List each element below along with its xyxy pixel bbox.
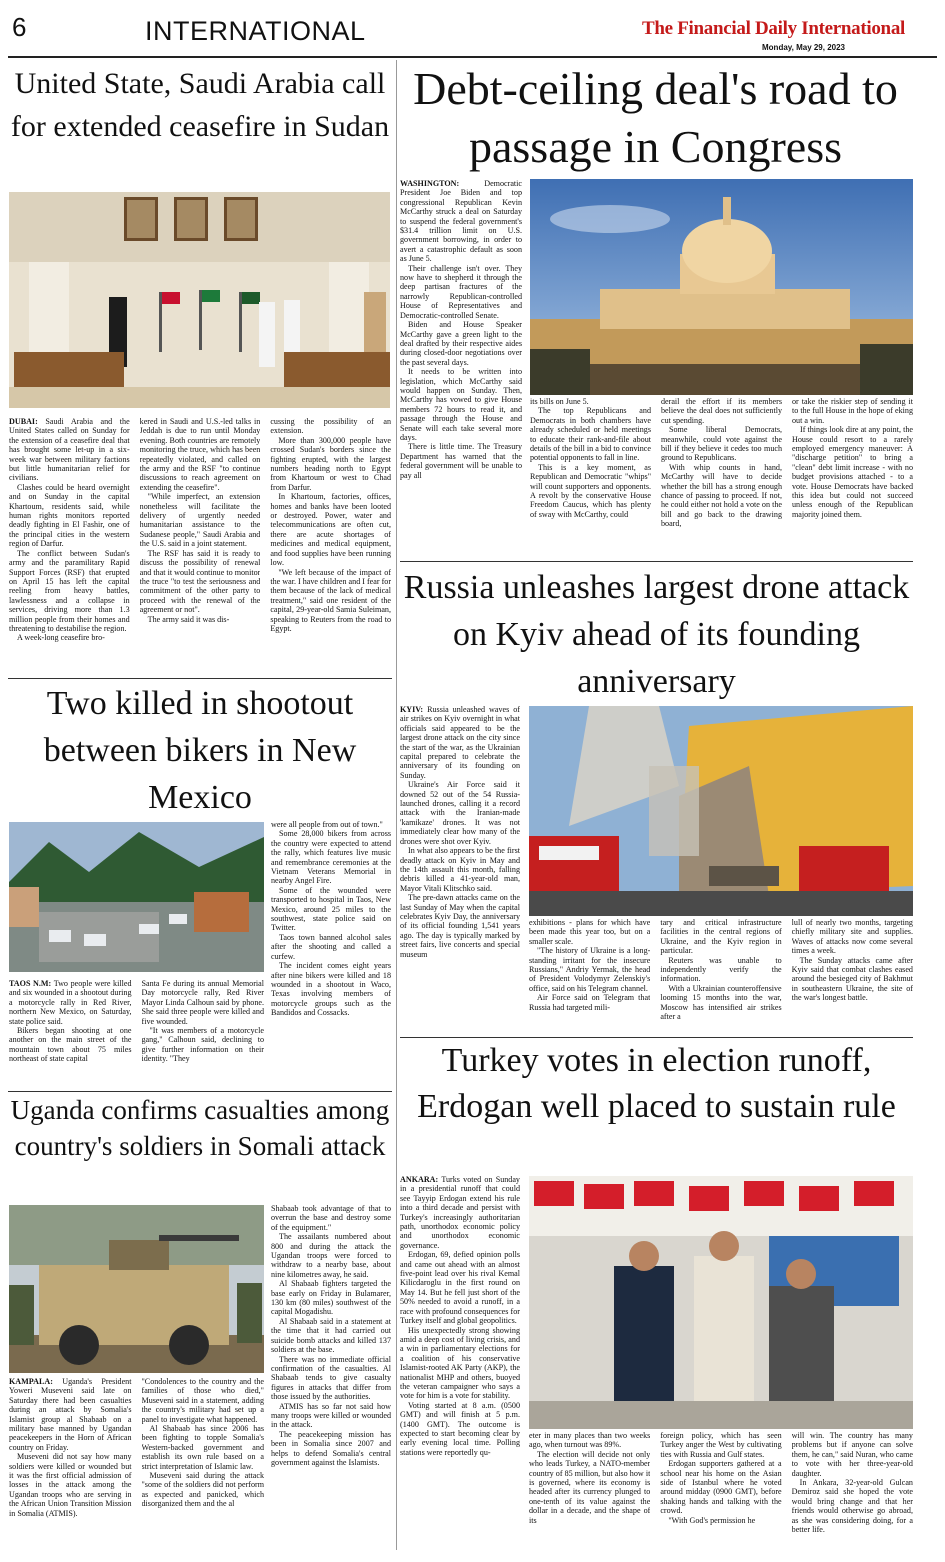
sudan-body [9,417,391,677]
uganda-para: Uganda's President Yoweri Museveni said late on Saturday there had been casualties during an attack by Somalia's Islamist group al Shabaab on a military base manned by Ugandan peacekeepers in the Horn of African country on Friday. [9,1377,132,1452]
debt-body-right [530,397,913,559]
uganda-para: Al Shabaab has since 2006 has been fighting to topple Somalia's Western-backed government and establish its own rule based on a strict interpretation of Islamic law. [141,1424,264,1471]
armored-vehicle-photo [9,1205,264,1373]
nm-para: Santa Fe during its annual Memorial Day motorcycle rally, Red River Mayor Linda Calhoun said by phone. She said three people were killed and five wounded. [141,979,264,1026]
nm-para: "It was members of a motorcycle gang," Calhoun said, declining to give further information on their identity. "They [141,1026,264,1064]
debt-para: Their challenge isn't over. They now have to shepherd it through the deep partisan fractures of the narrowly Republican-controlled House of Representatives and Democratic-controlled Senate. [400,263,522,320]
turkey-para: foreign policy, which has seen Turkey anger the West by cultivating ties with Russia and Gulf states. [660,1431,782,1459]
uganda-para: The peacekeeping mission has been in Somalia since 2007 and helps to defend Somalia's central government against the Islamists. [271,1429,391,1467]
uganda-para: Al Shabaab fighters targeted the base early on Friday in Bulamarer, 130 km (80 miles) southwest of the capital Mogadishu. [271,1279,391,1317]
sudan-para: The army said it was dis- [147,614,230,624]
kyiv-para: In what also appears to be the first deadly attack on Kyiv in May and the 14th assault this month, falling debris killed a 41-year-old man, Mayor Vitali Klitschko said. [400,846,520,893]
kyiv-para: "The history of Ukraine is a long-standing irritant for the insecure Russians," Andriy Yermak, the head of President Volodymyr Zelenskiy's office, said on his Telegram channel. [529,946,651,993]
turkey-para: Voting started at 8 a.m. (0500 GMT) and will finish at 5 p.m. (1400 GMT). The outcome is expected to start becoming clear by early evening local time. Polling stations were reportedly qu- [400,1400,520,1457]
debt-para: There is little time. The Treasury Department has warned that the federal government will be unable to pay all [400,442,522,480]
sudan-para: A week-long ceasefire bro- [17,633,105,643]
sudan-col-3 [270,417,391,677]
debt-para: its bills on June 5. [530,397,589,406]
uganda-para: "Condolences to the country and the families of those who died," Museveni said in a statement, adding the country's military had set up a panel to investigate what happened. [141,1377,264,1424]
turkey-para: Erdogan, 69, defied opinion polls and came out ahead with an almost five-point lead over his rival Kemal Kilicdaroglu in the first round on May 14. But he fell just short of the 50% needed to avoid a runoff, in a race with profound consequences for Turkey itself and global geopolitics. [400,1250,520,1326]
debt-dateline: WASHINGTON: [400,179,460,188]
kyiv-para: Ukraine's Air Force said it downed 52 out of the 54 Russia-launched drones, calling it a record attack with the Iranian-made 'kamikaze' drones. It was not immediately clear how many of the drones were shot over Kyiv. [400,780,520,846]
uganda-headline: Uganda confirms casualties among country's soldiers in Somali attack [10,1095,390,1161]
turkey-para: Turks voted on Sunday in a presidential runoff that could see Tayyip Erdogan extend his rule into a third decade and persist with Turkey's increasingly authoritarian path, unorthodox economic policy and unorthodox economic governance. [400,1175,520,1250]
kyiv-para: exhibitions - plans for which have been made this year too, but on a smaller scale. [529,918,651,946]
sudan-para: cussing the possibility of an extension. [270,417,392,436]
sudan-para: More than 300,000 people have crossed Sudan's borders since the fighting erupted, with the largest numbers heading north to Egypt from Khartoum or west to Chad from Darfur. [270,435,392,492]
debt-col-3 [661,397,782,559]
turkey-para: will win. The country has many problems but if anyone can solve them, he can," said Nuran, who came to vote with her three-year-old daughter. [791,1431,913,1478]
kyiv-fire-photo [529,706,913,916]
kyiv-para: With a Ukrainian counteroffensive looming 15 months into the war, Moscow has intensified air strikes after a [660,983,782,1022]
kyiv-headline: Russia unleashes largest drone attack on Kyiv ahead of its founding anniversary [403,569,910,700]
turkey-dateline: ANKARA: [400,1175,439,1184]
red-river-photo [9,822,264,972]
kyiv-body-right [529,918,913,1035]
kyiv-col-3 [660,918,781,1035]
nm-para: Some of the wounded were transported to hospital in Taos, New Mexico, around 25 miles to the southwest, state police said on Twitter. [271,885,391,933]
kyiv-para: Air Force said on Telegram that Russia had targeted mili- [529,993,651,1012]
debt-para: The top Republicans and Democrats in both chambers have already scheduled or held meetings to educate their rank-and-file about details of the bill in a bid to convince potential opponents to fall in line. [530,406,651,463]
uganda-para: Museveni did not say how many soldiers were killed or wounded but it was the first official admission of losses in the attack among the Ugandan troops who are serving in the African Union Transition Mission in Somalia (ATMIS). [9,1452,132,1518]
uganda-para: There was no immediate official confirmation of the casualties. Al Shabaab tends to give casualty figures in attacks that differ from those issued by the authorities. [271,1354,391,1402]
debt-para: With whip counts in hand, McCarthy will have to decide whether the bill has a strong enough chance of passing to proceed. If not, he could either not hold a vote on the bill and go back to the drawing board, [661,462,782,529]
turkey-body-left [400,1175,520,1555]
sudan-headline: United State, Saudi Arabia call for extended ceasefire in Sudan [10,67,390,143]
nm-para: were all people from out of town." [271,820,383,829]
uganda-para: Shabaab took advantage of that to overrun the base and destroy some of the equipment." [271,1204,391,1232]
sudan-col-2 [140,417,261,677]
uganda-para: Museveni said during the attack "some of the soldiers did not perform as expected and panicked, which disorganized them and the al [141,1471,264,1509]
turkey-para: Erdogan supporters gathered at a school near his home on the Asian side of Istanbul where he voted around midday (0900 GMT), before shaking hands and talking with the crowd. [660,1459,782,1516]
sudan-para: "We left because of the impact of the war. I have children and I fear for them because of the lack of medical treatment," said one resident of the capital, 29-year-old Samia Suleiman, speaking to Reuters from the road to Egypt. [270,567,392,633]
uganda-col-1 [9,1377,132,1555]
turkey-headline: Turkey votes in election runoff, Erdogan well placed to sustain rule [417,1042,896,1125]
sudan-photo [9,192,390,408]
debt-para: Democratic President Joe Biden and top congressional Republican Kevin McCarthy struck a deal on Saturday to suspend the federal government's $31.4 trillion limit on U.S. government borrowing, in order to avert a catastrophic default as soon as June 5. [400,179,522,264]
uganda-body-left [9,1377,264,1555]
section-rule [400,561,913,562]
turkey-body-right [529,1431,913,1555]
sudan-para: Saudi Arabia and the United States called on Sunday for the extension of a ceasefire deal that has brought some let-up in a six-week war between military factions but little humanitarian relief for civilians. [9,417,130,483]
kyiv-dateline: KYIV: [400,705,424,714]
turkey-para: The election will decide not only who leads Turkey, a NATO-member country of 85 million, but also how it is governed, where its economy is headed after its currency plunged to one-tenth of its value against the dollar in a decade, and the shape of its [529,1449,651,1525]
nm-col-3 [271,820,391,1089]
sudan-para: "While imperfect, an extension nonetheless will facilitate the delivery of urgently needed humanitarian assistance to the Sudanese people," Saudi Arabia and the U.S. said in a joint statement. [139,492,261,549]
section-title: INTERNATIONAL [145,16,366,46]
turkey-para: In Ankara, 32-year-old Gulcan Demiroz said she hoped the vote would bring change and that her friends would otherwise go abroad, as she was considering doing, for a better life. [791,1478,913,1535]
debt-para: Some liberal Democrats, meanwhile, could vote against the bill if they believe it cedes too much ground to Republicans. [661,425,782,463]
kyiv-col-2 [529,918,650,1035]
page-number: 6 [12,12,27,42]
debt-para: Biden and House Speaker McCarthy gave a green light to the deal drafted by their respective aides during closed-door negotiations over the past several days. [400,320,522,367]
turkey-para: "With God's permission he [668,1515,756,1525]
header-rule [8,56,937,58]
nm-col-1 [9,979,132,1089]
turkey-para: eter in many places than two weeks ago, when turnout was 89%. [529,1431,651,1450]
uganda-para: The assailants numbered about 800 and during the attack the Ugandan troops were forced to withdraw to a nearby base, about nine kilometres away, he said. [271,1232,391,1279]
kyiv-para: lull of nearly two months, targeting chiefly military site and supplies. Waves of attacks now come several times a week. [791,918,913,956]
sudan-para: The RSF has said it is ready to discuss the possibility of renewal and that it would continue to monitor the truce "to test the seriousness and commitment of the other party to proceed with the renewal of the agreement or not". [139,548,261,615]
nm-body-right [271,820,391,1089]
debt-para: derail the effort if its members believe the deal does not sufficiently cut spending. [661,397,782,425]
newspaper-name: The Financial Daily International [642,18,905,39]
nm-headline: Two killed in shootout between bikers in New Mexico [43,685,357,816]
kyiv-para: Russia unleashed waves of air strikes on Kyiv overnight in what officials said appeared to be the largest drone attack on the city since the start of the war, as the Ukrainian capital prepared to celebrate the anniversary of its founding on Sunday. [400,705,520,780]
kyiv-para: Reuters was unable to independently verify the information. [660,955,782,984]
nm-para: Taos town banned alcohol sales after the shooting and called a curfew. [271,932,391,961]
uganda-body-right [271,1204,391,1555]
debt-col-4 [792,397,913,559]
sudan-para: In Khartoum, factories, offices, homes and banks have been looted or destroyed. Power, water and telecommunications are often cut, there are acute shortages of medicines and medical equipment, and food supplies have been running low. [270,492,392,568]
uganda-col-2 [142,1377,265,1555]
debt-body-left [400,179,522,559]
kyiv-para: The pre-dawn attacks came on the last Sunday of May when the capital celebrates Kyiv Day, the anniversary of its official founding 1,541 years ago. The day is typically marked by street fairs, live concerts and special museum [400,893,520,959]
kyiv-body-left [400,705,520,1035]
debt-para: or take the riskier step of sending it to the full House in the hope of eking out a win. [792,397,913,425]
uganda-col-3 [271,1204,391,1555]
debt-para: This is a key moment, as Republican and Democratic "whips" will count supporters and opponents. A revolt by the conservative House Freedom Caucus, which has plenty of sway with McCarthy, could [530,462,651,519]
nm-para: The incident comes eight years after nine bikers were killed and 18 wounded in a shootout in Waco, Texas involving members of motorcycle groups such as the Bandidos and Cossacks. [271,961,391,1018]
debt-para: It needs to be written into legislation, which McCarthy said would happen on Sunday. Then, McCarthy has vowed to give House members 72 hours to read it, and passage through the House and Senate will each take several more days. [400,367,522,442]
turkey-para: His unexpectedly strong showing amid a deep cost of living crisis, and a win in parliamentary elections for a coalition of his conservative Islamist-rooted AK Party (AKP), the nationalist MHP and others, buoyed the veteran campaigner who says a vote for him is a vote for stability. [400,1325,520,1401]
section-rule [8,678,392,679]
turkey-col-3 [660,1431,781,1555]
kyiv-col-4 [792,918,913,1035]
sudan-dateline: DUBAI: [9,417,38,426]
debt-para: If things look dire at any point, the House could resort to a rarely employed emergency maneuver: A "discharge petition" to bring a "clean" debt limit increase - with no budget provisions attached - to a vote. House Democrats have backed this idea but could not succeed unless enough of the Republican majority joined them. [792,425,913,519]
debt-col-1 [400,179,522,559]
capitol-photo [530,179,913,395]
kyiv-para: The Sunday attacks came after Kyiv said that combat clashes eased around the besieged city of Bakhmut in southeastern Ukraine, the site of the war's longest battle. [791,955,913,1003]
uganda-para: Al Shabaab said in a statement at the time that it had carried out suicide bomb attacks and killed 137 soldiers at the base. [271,1316,391,1355]
uganda-dateline: KAMPALA: [9,1377,53,1386]
turkey-col-2 [529,1431,650,1555]
sudan-para: kered in Saudi and U.S.-led talks in Jeddah is due to run until Monday evening. Both countries are remotely monitoring the truce, which has been repeatedly violated, and called on the army and the RSF "to continue discussions to reach agreement on extending the ceasefire". [139,417,261,492]
nm-para: Two people were killed and six wounded in a shootout during a motorcycle rally in Red River, northern New Mexico, on Saturday, state police said. [9,979,132,1026]
nm-para: Some 28,000 bikers from across the country were expected to attend the rally, which features live music and remembrance ceremonies at the Vietnam Veterans Memorial in nearby Angel Fire. [271,829,391,886]
sudan-para: Clashes could be heard overnight and on Sunday in the capital Khartoum, residents said, while human rights monitors reported deadly fighting in El Fashir, one of the principal cities in the western region of Darfur. [9,482,130,549]
nm-body-left [9,979,264,1089]
issue-date: Monday, May 29, 2023 [762,43,845,52]
nm-para: Bikers began shooting at one another on the main street of the mountain town about 75 miles northeast of state capital [9,1026,132,1064]
turkey-col-4 [792,1431,913,1555]
debt-col-2 [530,397,651,559]
kyiv-col-1 [400,705,520,1035]
uganda-para: ATMIS has so far not said how many troops were killed or wounded in the attack. [271,1401,391,1430]
kyiv-para: tary and critical infrastructure facilities in the central regions of Ukraine, and the Kyiv region in particular. [660,918,782,956]
turkey-voters-photo [529,1176,913,1429]
debt-headline: Debt-ceiling deal's road to passage in Congress [413,63,898,172]
nm-dateline: TAOS N.M: [9,979,52,988]
page-divider [396,60,397,1550]
nm-col-2 [142,979,265,1089]
sudan-para: The conflict between Sudan's army and the paramilitary Rapid Support Forces (RSF) that erupted on April 15 has left the capital reeling from heavy battles, lawlessness and a collapse in services, driving more than 1.3 million people from their homes and threatening to destabilise the region. [9,548,130,633]
turkey-col-1 [400,1175,520,1555]
sudan-col-1 [9,417,130,677]
